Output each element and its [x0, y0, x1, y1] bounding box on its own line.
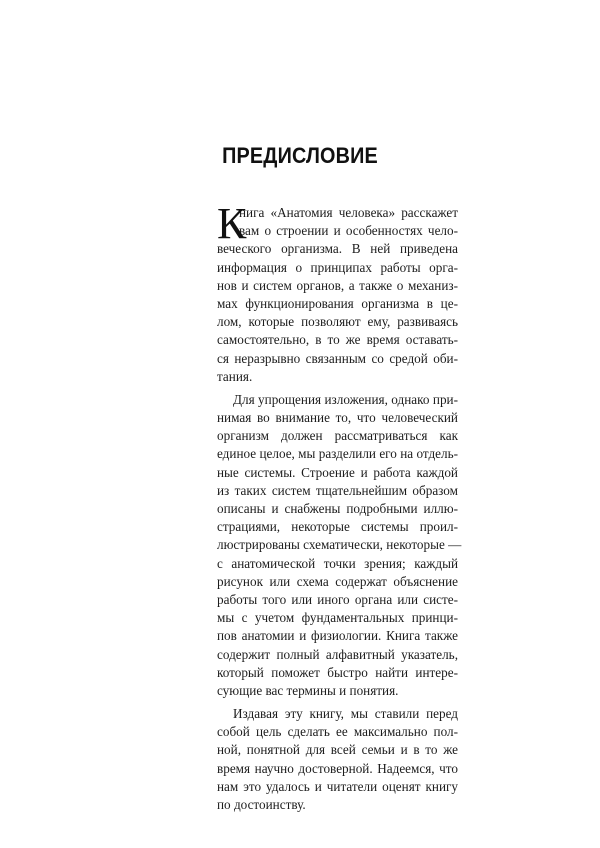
paragraph-line: самостоятельно, в то же время оставать- — [217, 332, 458, 348]
paragraph-line: мы с учетом фундаментальных принци- — [217, 610, 458, 626]
paragraph-line: мах функционирования организма в це- — [217, 295, 458, 311]
paragraph-line: нов и систем органов, а также о механиз- — [217, 277, 458, 293]
paragraph-line: из таких систем тщательнейшим образом — [217, 482, 458, 498]
paragraph-line: время научно достоверной. Надеемся, что — [217, 760, 458, 776]
paragraph-line: рисунок или схема содержат объяснение — [217, 573, 458, 589]
paragraph-line: ные системы. Строение и работа каждой — [217, 464, 458, 480]
paragraph-line: страциями, некоторые системы проил- — [217, 519, 458, 535]
paragraph-line: работы того или иного органа или систе- — [217, 591, 458, 607]
paragraph-2 — [217, 391, 462, 700]
paragraph-line: люстрированы схематически, некоторые — — [217, 537, 462, 553]
page-title: ПРЕДИСЛОВИЕ — [222, 143, 378, 168]
paragraph-line: по достоинству. — [217, 797, 306, 812]
paragraph-line: с анатомической точки зрения; каждый — [217, 555, 458, 571]
paragraph-line: нига «Анатомия человека» расскажет — [239, 205, 458, 220]
paragraph-line: который поможет быстро найти интере- — [217, 664, 458, 680]
paragraph-line: нам это удалось и читатели оценят книгу — [217, 778, 458, 794]
paragraph-line: ной, понятной для всей семьи и в то же — [217, 742, 458, 758]
paragraph-1 — [217, 199, 458, 386]
paragraph-line: сующие вас термины и понятия. — [217, 682, 399, 698]
paragraph-line: единое целое, мы разделили его на отдель- — [217, 446, 458, 462]
paragraph-line: нимая во внимание то, что человеческий — [217, 410, 458, 426]
paragraph-line: тания. — [217, 368, 253, 384]
preface-text — [217, 199, 462, 814]
paragraph-line: содержит полный алфавитный указатель, — [217, 646, 458, 662]
paragraph-line: лом, которые позволяют ему, развиваясь — [217, 314, 458, 330]
paragraph-line: информация о принципах работы орга- — [217, 259, 458, 275]
paragraph-line: Для упрощения изложения, однако при- — [233, 391, 458, 407]
paragraph-line: ся неразрывно связанным со средой оби- — [217, 350, 458, 366]
paragraph-line: организм должен рассматриваться как — [217, 428, 458, 444]
paragraph-line: собой цель сделать ее максимально пол- — [217, 724, 458, 740]
paragraph-3 — [217, 705, 458, 814]
paragraph-line: пов анатомии и физиологии. Книга также — [217, 628, 458, 644]
paragraph-line: описаны и снабжены подробными иллю- — [217, 501, 458, 516]
paragraph-line: веческого организма. В ней приведена — [217, 241, 458, 257]
drop-cap: К — [217, 199, 247, 248]
paragraph-line: вам о строении и особенностях чело- — [239, 223, 458, 239]
paragraph-line: Издавая эту книгу, мы ставили перед — [233, 706, 458, 722]
